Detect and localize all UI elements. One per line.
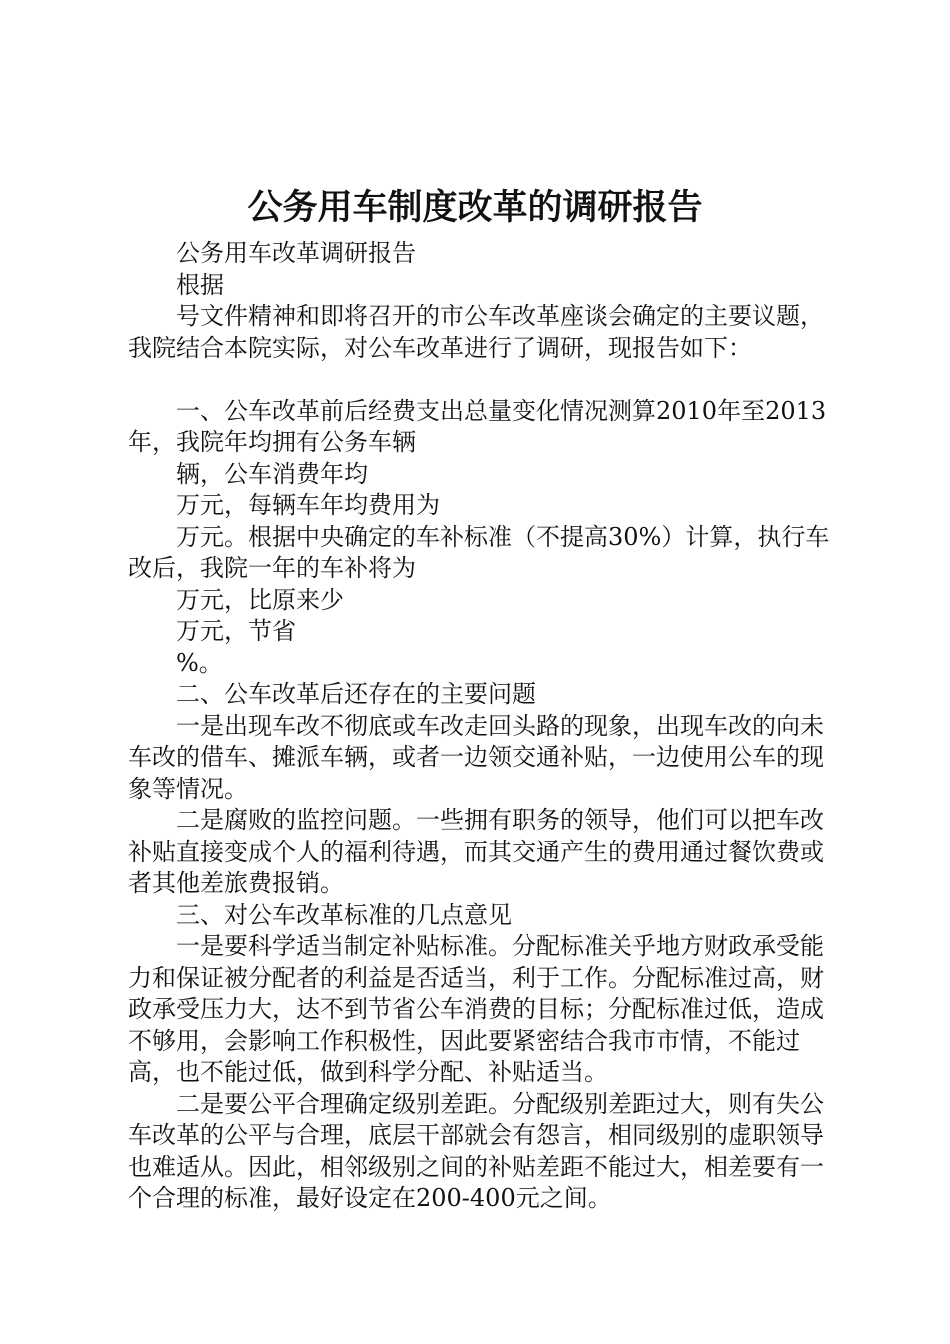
- paragraph: 万元，节省: [176, 617, 296, 645]
- section-heading: 二、公车改革后还存在的主要问题: [176, 680, 536, 708]
- paragraph: 根据: [176, 270, 224, 299]
- paragraph: 二是腐败的监控问题。一些拥有职务的领导，他们可以把车改补贴直接变成个人的福利待遇，而其交通产生的费用通过餐饮费或者其他差旅费报销。: [128, 806, 824, 897]
- paragraph: 万元，每辆车年均费用为: [176, 491, 440, 519]
- section-heading: 三、对公车改革标准的几点意见: [176, 900, 512, 929]
- paragraph: 万元。根据中央确定的车补标准（不提高30%）计算，执行车改后，我院一年的车补将为: [128, 522, 830, 582]
- paragraph: 一是出现车改不彻底或车改走回头路的现象，出现车改的向未车改的借车、摊派车辆，或者一边领交通补贴，一边使用公车的现象等情况。: [128, 711, 824, 803]
- paragraph: 号文件精神和即将召开的市公车改革座谈会确定的主要议题，我院结合本院实际，对公车改革进行了调研，现报告如下：: [128, 302, 824, 362]
- paragraph: 公务用车改革调研报告: [176, 239, 416, 267]
- paragraph: 二是要公平合理确定级别差距。分配级别差距过大，则有失公车改革的公平与合理，底层干部就会有怨言，相同级别的虚职领导也难适从。因此，相邻级别之间的补贴差距不能过大，相差要有一个合理的标准，最好设定在200-400元之间。: [128, 1089, 824, 1212]
- document-title: 公务用车制度改革的调研报告: [247, 188, 703, 228]
- paragraph: 万元，比原来少: [176, 585, 344, 614]
- paragraph: 辆，公车消费年均: [176, 459, 368, 488]
- section-heading: 一、公车改革前后经费支出总量变化情况测算2010年至2013年，我院年均拥有公务车辆: [128, 396, 827, 456]
- paragraph: %。: [176, 648, 223, 677]
- document-body: [128, 238, 840, 1215]
- paragraph: 一是要科学适当制定补贴标准。分配标准关乎地方财政承受能力和保证被分配者的利益是否适当，利于工作。分配标准过高，财政承受压力大，达不到节省公车消费的目标；分配标准过低，造成不够用，会影响工作积极性，因此要紧密结合我市市情，不能过高，也不能过低，做到科学分配、补贴适当。: [128, 932, 824, 1086]
